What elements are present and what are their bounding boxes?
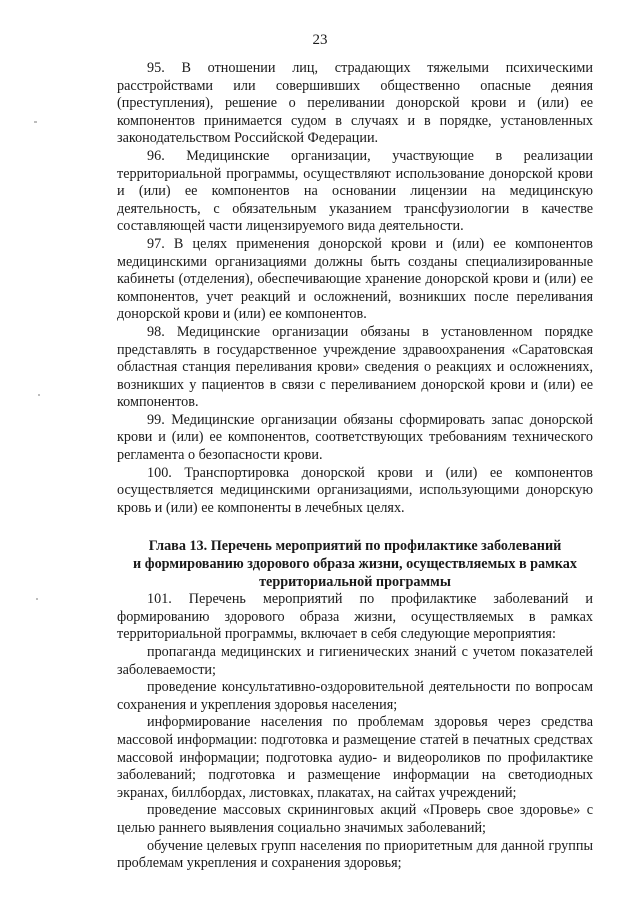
- list-item-propaganda: пропаганда медицинских и гигиенических знаний с учетом показателей заболеваемости;: [117, 644, 593, 678]
- chapter-heading-line-3: территориальной программы: [259, 573, 451, 590]
- paragraph-97: 97. В целях применения донорской крови и (или) ее компонентов медицинскими организациями должны быть созданы специализированные кабинеты (отделения), обеспечивающие хранение донорской крови и (или) ее компонентов, учет реакций и осложнений, возникших после переливания донорской крови и (или) ее компонентов.: [117, 235, 593, 323]
- paragraph-96: 96. Медицинские организации, участвующие в реализации территориальной программы, осуществляют использование донорской крови и (или) ее компонентов на основании лицензии на медицинскую деятельность, с обязательным указанием трансфузиологии в качестве составляющей части лицензируемого вида деятельности.: [117, 147, 593, 235]
- paragraph-101: 101. Перечень мероприятий по профилактике заболеваний и формированию здорового образа жизни, осуществляемых в рамках территориальной программы, включает в себя следующие мероприятия:: [117, 591, 593, 643]
- scan-mark: [34, 121, 37, 123]
- list-item-training: обучение целевых групп населения по приоритетным для данной группы проблемам укрепления и сохранения здоровья;: [117, 837, 593, 872]
- paragraph-98: 98. Медицинские организации обязаны в установленном порядке представлять в государственное учреждение здравоохранения «Саратовская областная станция переливания крови» сведения о реакциях и осложнениях, возникших у пациентов в связи с переливанием донорской крови и (или) ее компонентов.: [117, 323, 593, 411]
- page-number: 23: [312, 32, 328, 48]
- paragraph-95: 95. В отношении лиц, страдающих тяжелыми психическими расстройствами или совершивших общественно опасные деяния (преступления), решение о переливании донорской крови и (или) ее компонентов принимается судом в случаях и в порядке, установленных законодательством Российской Федерации.: [117, 60, 593, 147]
- list-item-media-informing: информирование населения по проблемам здоровья через средства массовой информации: подготовка и размещение статей в печатных средствах массовой информации; подготовка аудио- и видеороликов по профилактике заболеваний; подготовка и размещение информации на светодиодных экранах, биллбордах, листовках, плакатах, на сайтах учреждений;: [117, 714, 593, 801]
- scan-mark: [38, 394, 40, 396]
- chapter-heading-line-2: и формированию здорового образа жизни, осуществляемых в рамках: [133, 556, 577, 573]
- scan-mark: [36, 598, 38, 600]
- paragraph-99: 99. Медицинские организации обязаны сформировать запас донорской крови и (или) ее компонентов, соответствующих требованиям технического регламента о безопасности крови.: [117, 411, 593, 464]
- list-item-screening: проведение массовых скрининговых акций «Проверь свое здоровье» с целью раннего выявления социально значимых заболеваний;: [117, 802, 593, 836]
- chapter-heading: [117, 538, 593, 591]
- list-item-consulting: проведение консультативно-оздоровительной деятельности по вопросам сохранения и укрепления здоровья населения;: [117, 679, 593, 713]
- document-body: [117, 60, 593, 873]
- chapter-heading-line-1: Глава 13. Перечень мероприятий по профилактике заболеваний: [148, 538, 562, 555]
- paragraph-100: 100. Транспортировка донорской крови и (или) ее компонентов осуществляется медицинскими организациями, использующими донорскую кровь и (или) ее компоненты в лечебных целях.: [117, 464, 593, 516]
